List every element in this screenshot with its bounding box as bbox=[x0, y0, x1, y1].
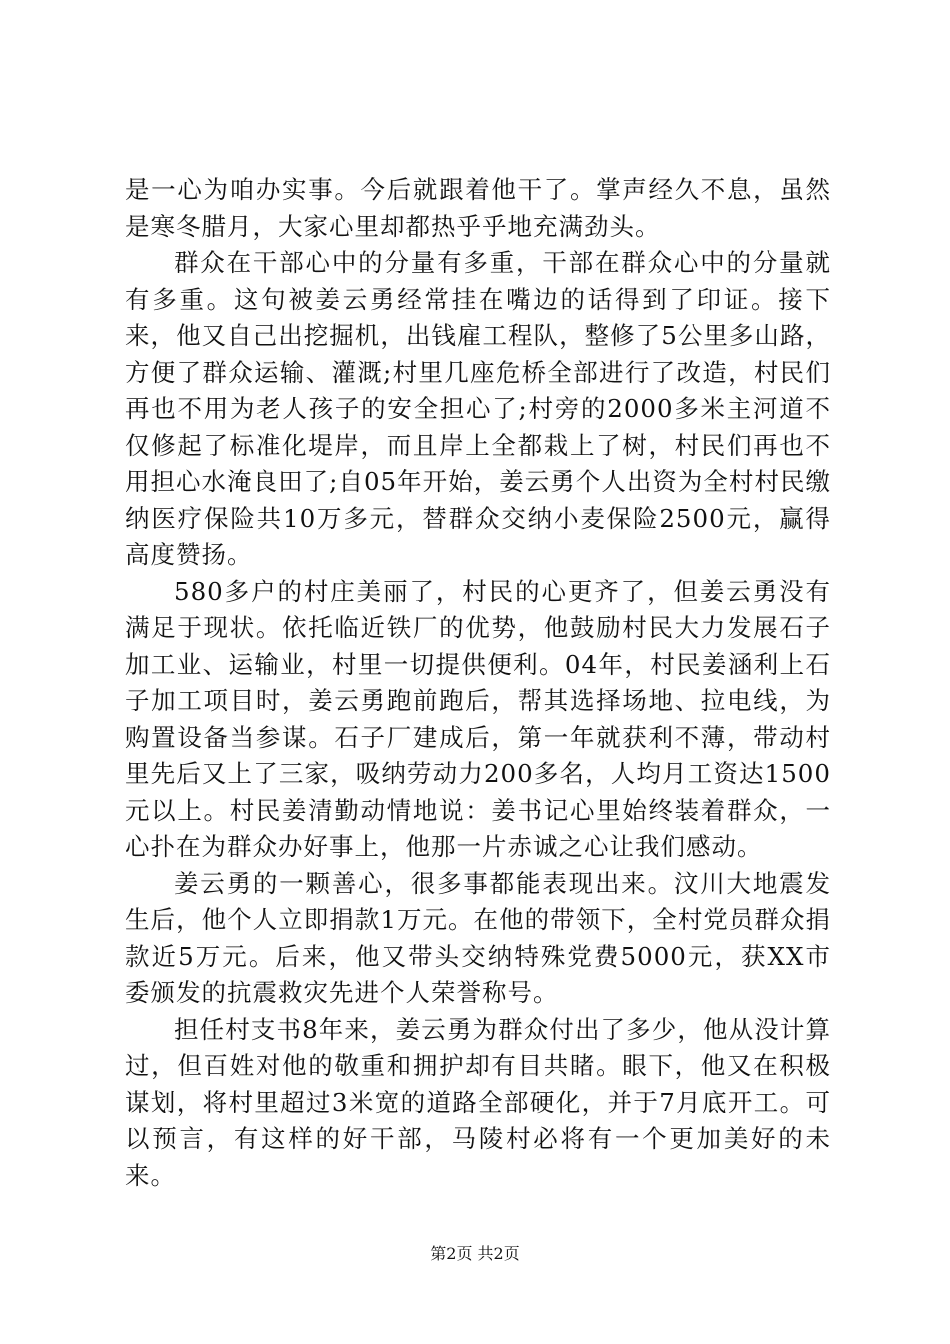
paragraph-1: 是一心为咱办实事。今后就跟着他干了。掌声经久不息，虽然是寒冬腊月，大家心里却都热乎乎地充满劲头。 bbox=[125, 175, 831, 241]
page-footer: 第2页 共2页 bbox=[430, 1244, 520, 1263]
paragraph-5: 担任村支书8年来，姜云勇为群众付出了多少，他从没计算过，但百姓对他的敬重和拥护却有目共睹。眼下，他又在积极谋划，将村里超过3米宽的道路全部硬化，并于7月底开工。可以预言，有这样的好干部，马陵村必将有一个更加美好的未来。 bbox=[125, 1014, 831, 1190]
paragraph-4: 姜云勇的一颗善心，很多事都能表现出来。汶川大地震发生后，他个人立即捐款1万元。在他的带领下，全村党员群众捐款近5万元。后来，他又带头交纳特殊党费5000元，获XX市委颁发的抗震救灾先进个人荣誉称号。 bbox=[125, 868, 831, 1007]
paragraph-3: 580多户的村庄美丽了，村民的心更齐了，但姜云勇没有满足于现状。依托临近铁厂的优势，他鼓励村民大力发展石子加工业、运输业，村里一切提供便利。04年，村民姜涵利上石子加工项目时，姜云勇跑前跑后，帮其选择场地、拉电线，为购置设备当参谋。石子厂建成后，第一年就获利不薄，带动村里先后又上了三家，吸纳劳动力200多名，人均月工资达1500元以上。村民姜清勤动情地说：姜书记心里始终装着群众，一心扑在为群众办好事上，他那一片赤诚之心让我们感动。 bbox=[125, 576, 831, 861]
paragraph-2: 群众在干部心中的分量有多重，干部在群众心中的分量就有多重。这句被姜云勇经常挂在嘴边的话得到了印证。接下来，他又自己出挖掘机，出钱雇工程队，整修了5公里多山路，方便了群众运输、灌溉;村里几座危桥全部进行了改造，村民们再也不用为老人孩子的安全担心了;村旁的2000多米主河道不仅修起了标准化堤岸，而且岸上全都栽上了树，村民们再也不用担心水淹良田了;自05年开始，姜云勇个人出资为全村村民缴纳医疗保险共10万多元，替群众交纳小麦保险2500元，赢得高度赞扬。 bbox=[125, 248, 831, 569]
document-body bbox=[125, 172, 831, 1194]
